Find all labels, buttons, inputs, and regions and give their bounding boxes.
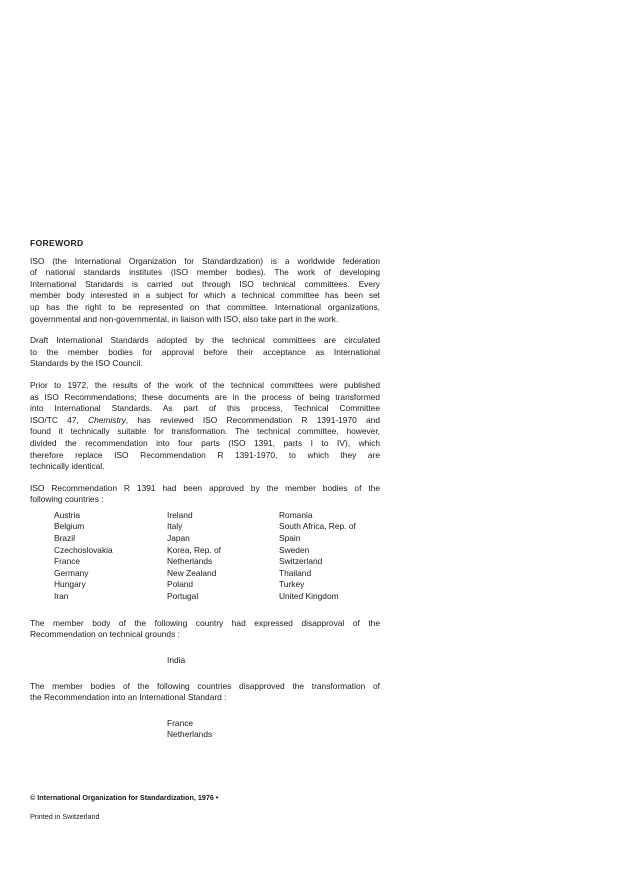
country-item: Spain — [279, 533, 301, 544]
foreword-section — [30, 238, 380, 751]
country-column-2 — [167, 510, 221, 603]
page-footer — [30, 793, 218, 822]
country-item: Portugal — [167, 591, 199, 602]
foreword-heading: FOREWORD — [30, 238, 84, 248]
text-line: Prior to 1972, the results of the work of the technical committees were published — [30, 379, 380, 390]
paragraph-technical-disapproval — [30, 618, 380, 641]
text-line: as ISO Recommendations; these documents are in the process of being transformed — [30, 391, 380, 402]
country-item: India — [167, 655, 186, 666]
paragraph-history — [30, 380, 380, 473]
country-item: Iran — [54, 591, 69, 602]
text-line: member body interested in a subject for which a technical committee has been set — [30, 290, 380, 301]
text-segment: , has reviewed ISO Recommendation R 1391-1970 and — [125, 414, 380, 425]
country-item: Turkey — [279, 579, 305, 590]
paragraph-approval — [30, 483, 380, 506]
text-line: following countries : — [30, 494, 104, 505]
country-item: Thailand — [279, 567, 312, 578]
text-line: The member bodies of the following countries disapproved the transformation of — [30, 680, 380, 691]
text-line: Standards by the ISO Council. — [30, 358, 143, 369]
text-line: divided the recommendation into four parts (ISO 1391, parts I to IV), which — [30, 437, 380, 448]
committee-name-italic: Chemistry — [88, 414, 126, 425]
text-line: ISO (the International Organization for Standardization) is a worldwide federation — [30, 255, 380, 266]
copyright-notice: © International Organization for Standardization, 1976 • — [30, 793, 219, 802]
country-item: France — [167, 717, 194, 728]
country-item: France — [54, 556, 81, 567]
text-line: found it technically suitable for transformation. The technical committee, however, — [30, 426, 380, 437]
country-item: Netherlands — [167, 729, 213, 740]
text-line: into International Standards. As part of this process, Technical Committee — [30, 403, 380, 414]
paragraph-iso-intro — [30, 256, 380, 326]
text-line: The member body of the following country had expressed disapproval of the — [30, 617, 380, 628]
text-line: to the member bodies for approval before their acceptance as International — [30, 346, 380, 357]
country-item: Switzerland — [279, 556, 323, 567]
country-item: Austria — [54, 509, 81, 520]
country-item: Sweden — [279, 544, 310, 555]
country-item: Brazil — [54, 533, 75, 544]
country-item: Belgium — [54, 521, 85, 532]
text-line: technically identical. — [30, 461, 105, 472]
country-item: Germany — [54, 567, 89, 578]
country-column-3 — [279, 510, 356, 603]
country-item: Poland — [167, 579, 194, 590]
text-segment: ISO/TC 47, — [30, 414, 79, 425]
country-item: Japan — [167, 533, 190, 544]
text-line: Recommendation on technical grounds : — [30, 629, 180, 640]
country-item: Italy — [167, 521, 183, 532]
approving-countries-list — [30, 510, 380, 610]
country-item: South Africa, Rep. of — [279, 521, 356, 532]
country-item: United Kingdom — [279, 591, 339, 602]
text-line: up has the right to be represented on that committee. International organizations, — [30, 301, 380, 312]
transformation-disapproval-list — [30, 718, 380, 741]
text-line: of national standards institutes (ISO member bodies). The work of developing — [30, 267, 380, 278]
country-item: Ireland — [167, 509, 193, 520]
technical-disapproval-list — [30, 655, 380, 667]
text-line: Draft International Standards adopted by the technical committees are circulated — [30, 335, 380, 346]
country-column-1 — [54, 510, 113, 603]
text-line: governmental and non-governmental, in liaison with ISO, also take part in the work. — [30, 313, 339, 324]
text-line — [30, 415, 380, 427]
paragraph-transformation-disapproval — [30, 681, 380, 704]
text-line: the Recommendation into an International Standard : — [30, 692, 227, 703]
country-item: Czechoslovakia — [54, 544, 113, 555]
text-line: therefore replace ISO Recommendation R 1391-1970, to which they are — [30, 449, 380, 460]
country-item: Netherlands — [167, 556, 213, 567]
country-item: Hungary — [54, 579, 86, 590]
country-item: Korea, Rep. of — [167, 544, 222, 555]
text-line: International Standards is carried out through ISO technical committees. Every — [30, 278, 380, 289]
country-item: Romania — [279, 509, 313, 520]
printed-location: Printed in Switzerland — [30, 812, 100, 821]
paragraph-draft-standards — [30, 335, 380, 370]
country-item: New Zealand — [167, 567, 217, 578]
text-line: ISO Recommendation R 1391 had been approved by the member bodies of the — [30, 482, 380, 493]
